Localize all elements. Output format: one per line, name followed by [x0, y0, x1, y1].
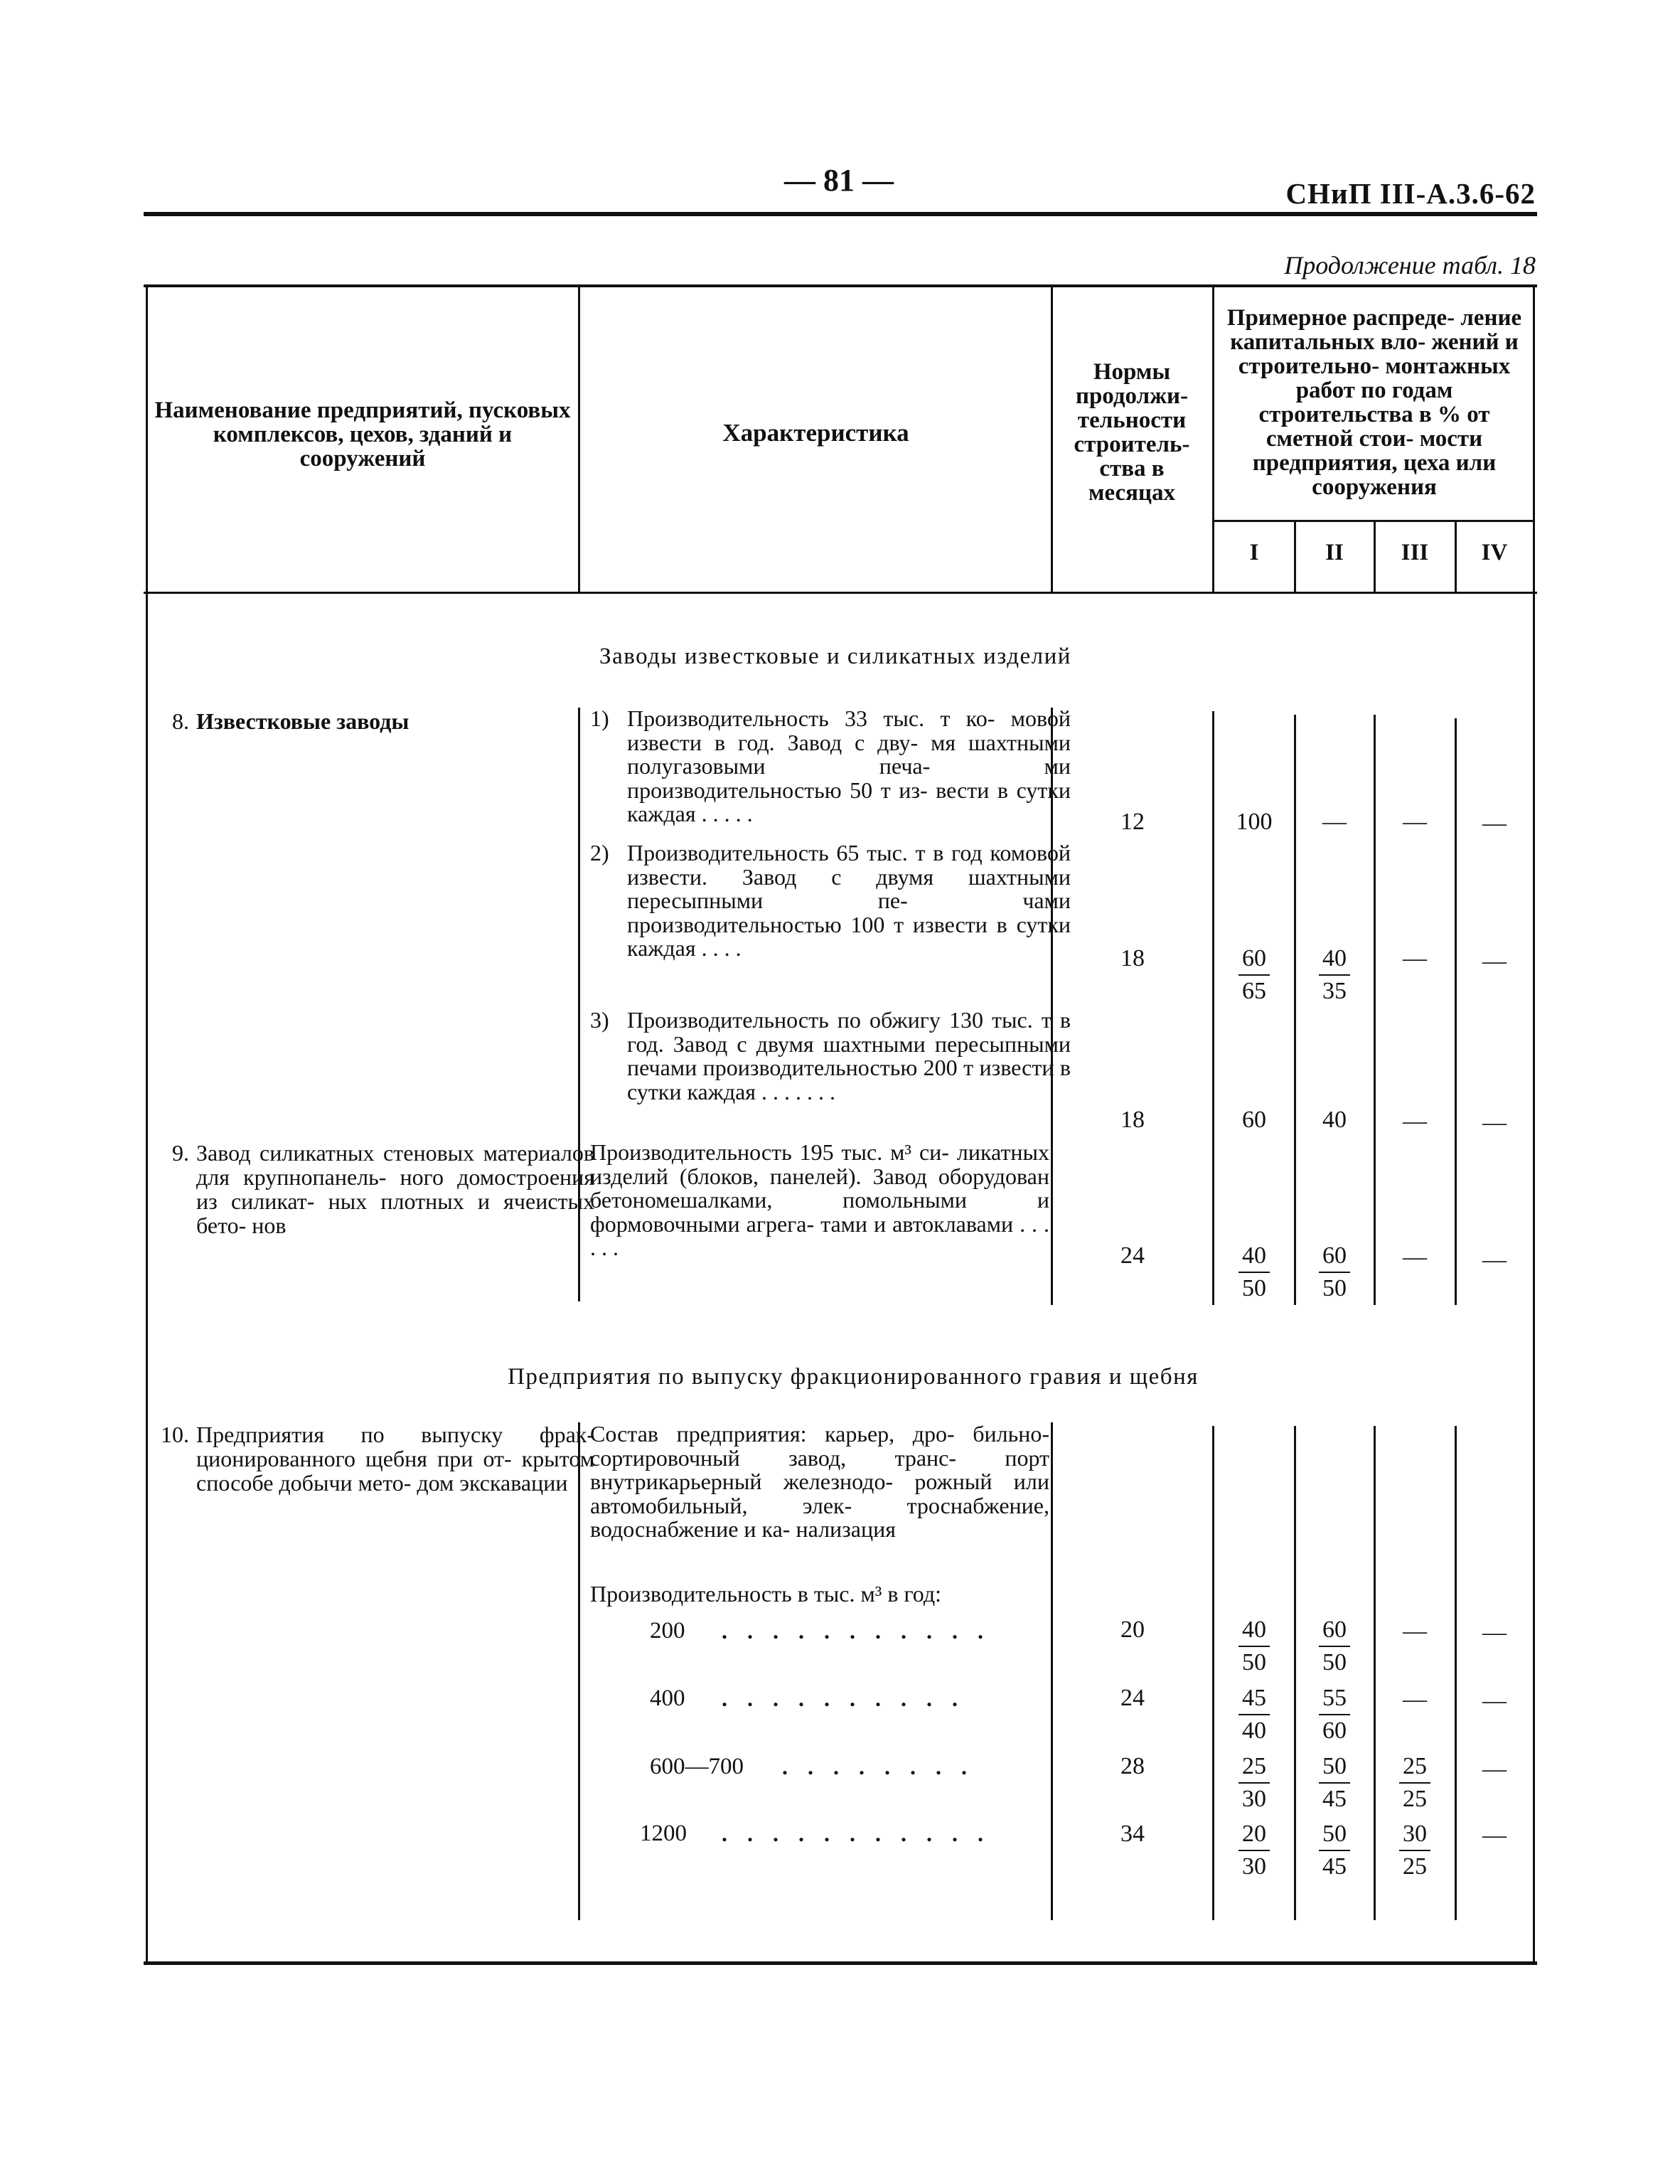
numerator: 50	[1319, 1751, 1350, 1784]
year-3-fraction	[1379, 1751, 1450, 1815]
denominator: 50	[1242, 1275, 1266, 1301]
numerator: 30	[1399, 1818, 1430, 1851]
row-number: 1)	[590, 705, 609, 731]
numerator: 60	[1319, 1614, 1350, 1647]
numerator: 25	[1238, 1751, 1270, 1784]
numerator: 20	[1238, 1818, 1270, 1851]
numerator: 25	[1399, 1751, 1430, 1784]
column-header-characteristic: Характеристика	[722, 419, 909, 447]
year-4-value: —	[1482, 1247, 1507, 1273]
year-4-value: —	[1482, 1756, 1507, 1782]
dot-leader: . . . . . . . . . .	[722, 1685, 965, 1711]
numerator: 45	[1238, 1683, 1270, 1715]
year-1-value: 60	[1242, 1107, 1266, 1133]
header-rule	[144, 212, 1537, 216]
item-number: 9.	[172, 1140, 189, 1166]
year-1-value: 100	[1236, 809, 1273, 835]
column-header-year-4: IV	[1481, 540, 1508, 565]
numerator: 50	[1319, 1818, 1350, 1851]
year-4-value: —	[1482, 810, 1507, 836]
column-header-year-3: III	[1401, 540, 1429, 565]
year-3-value: —	[1403, 1244, 1427, 1270]
item-name: Завод силикатных стеновых материалов для крупнопанель- ного домостроения из силикат- ных плотных и ячеистых бето- нов	[196, 1140, 594, 1238]
year-2-value: 40	[1322, 1107, 1347, 1133]
denominator: 65	[1242, 978, 1266, 1004]
year-1-fraction	[1219, 1751, 1290, 1815]
column-header-year-2: II	[1325, 540, 1344, 565]
column-header-norms: Нормы продолжи- тельности строитель- ства в месяцах	[1074, 359, 1190, 506]
denominator: 50	[1322, 1275, 1347, 1301]
year-4-value: —	[1482, 948, 1507, 974]
year-2-fraction	[1299, 943, 1370, 1007]
year-2-value: —	[1322, 809, 1347, 835]
section-title-gravel-plants: Предприятия по выпуску фракционированного гравия и щебня	[508, 1364, 1199, 1390]
row-text: Состав предприятия: карьер, дро- бильно-сортировочный завод, транс- порт внутрикарьерный железнодо- рожный или автомобильный, элек- троснабжение, водоснабжение и ка- нализация	[590, 1421, 1049, 1542]
item-number: 8.	[172, 708, 189, 734]
item-name: Предприятия по выпуску фрак- ционированного щебня при от- крытом способе добычи мето- дом экскавации	[196, 1422, 594, 1496]
row-number: 3)	[590, 1007, 609, 1033]
year-4-value: —	[1482, 1688, 1507, 1714]
page-number: — 81 —	[784, 163, 894, 198]
section-title-lime-plants: Заводы известковые и силикатных изделий	[599, 644, 1071, 669]
denominator: 45	[1322, 1786, 1347, 1812]
item-name: Известковые заводы	[196, 708, 410, 734]
year-4-value: —	[1482, 1619, 1507, 1646]
year-1-fraction	[1219, 1240, 1290, 1304]
year-4-value: —	[1482, 1822, 1507, 1848]
row-text: Производительность 195 тыс. м³ си- ликатных изделий (блоков, панелей). Завод оборудован бетономешалками, помольными и формовочными агрега- тами и автоклавами . . . . . .	[590, 1139, 1049, 1260]
year-3-value: —	[1403, 1618, 1427, 1644]
year-4-value: —	[1482, 1109, 1507, 1136]
year-3-value: —	[1403, 1686, 1427, 1712]
year-1-fraction	[1219, 1614, 1290, 1678]
denominator: 35	[1322, 978, 1347, 1004]
row-text: Производительность 33 тыс. т ко- мовой извести в год. Завод с дву- мя шахтными полугазовыми печа- ми производительностью 50 т из- вести в сутки каждая . . . . .	[627, 705, 1071, 826]
denominator: 45	[1322, 1853, 1347, 1880]
norm-value: 24	[1120, 1242, 1145, 1269]
dot-leader: . . . . . . . . . . .	[722, 1821, 990, 1846]
year-2-fraction	[1299, 1614, 1370, 1678]
column-header-distribution: Примерное распреде- ление капитальных вло- жений и строительно- монтажных работ по годам строительства в % от сметной стои- мости предприятия, цеха или сооружения	[1226, 305, 1522, 500]
year-2-fraction	[1299, 1818, 1370, 1882]
year-1-fraction	[1219, 1683, 1290, 1747]
year-3-fraction	[1379, 1818, 1450, 1882]
norm-value: 24	[1120, 1685, 1145, 1711]
year-3-value: —	[1403, 945, 1427, 971]
capacity-value: 600—700	[650, 1754, 744, 1779]
year-2-fraction	[1299, 1683, 1370, 1747]
column-header-name: Наименование предприятий, пусковых комплексов, цехов, зданий и сооружений	[154, 398, 571, 472]
year-2-fraction	[1299, 1240, 1370, 1304]
denominator: 50	[1322, 1649, 1347, 1676]
dot-leader: . . . . . . . .	[782, 1754, 974, 1779]
denominator: 50	[1242, 1649, 1266, 1676]
column-header-year-1: I	[1249, 540, 1259, 565]
year-1-fraction	[1219, 1818, 1290, 1882]
table-continuation-label: Продолжение табл. 18	[1284, 251, 1536, 279]
year-3-value: —	[1403, 809, 1427, 835]
year-2-fraction	[1299, 1751, 1370, 1815]
denominator: 60	[1322, 1717, 1347, 1744]
year-3-value: —	[1403, 1108, 1427, 1134]
denominator: 25	[1403, 1786, 1427, 1812]
row-text: Производительность по обжигу 130 тыс. т в год. Завод с двумя шахтными пересыпными печами производительностью 200 т извести в сутки каждая . . . . . . .	[627, 1007, 1071, 1104]
document-code: СНиП III-А.3.6-62	[1285, 177, 1536, 210]
numerator: 60	[1319, 1240, 1350, 1273]
year-1-fraction	[1219, 943, 1290, 1007]
norm-value: 28	[1120, 1753, 1145, 1779]
numerator: 60	[1238, 943, 1270, 976]
denominator: 25	[1403, 1853, 1427, 1880]
item-number: 10.	[161, 1422, 189, 1447]
norm-value: 18	[1120, 1107, 1145, 1133]
capacity-value: 1200	[640, 1821, 687, 1846]
norm-value: 20	[1120, 1616, 1145, 1643]
row-number: 2)	[590, 840, 609, 865]
denominator: 30	[1242, 1786, 1266, 1812]
norm-value: 34	[1120, 1821, 1145, 1847]
numerator: 55	[1319, 1683, 1350, 1715]
norm-value: 18	[1120, 945, 1145, 971]
denominator: 30	[1242, 1853, 1266, 1880]
dot-leader: . . . . . . . . . . .	[722, 1618, 990, 1644]
capacity-value: 200	[650, 1618, 685, 1644]
numerator: 40	[1319, 943, 1350, 976]
numerator: 40	[1238, 1614, 1270, 1647]
denominator: 40	[1242, 1717, 1266, 1744]
row-text: Производительность в тыс. м³ в год:	[590, 1581, 942, 1607]
row-text: Производительность 65 тыс. т в год комовой извести. Завод с двумя шахтными пересыпными пе- чами производительностью 100 т извести в сутки каждая . . . .	[627, 840, 1071, 961]
numerator: 40	[1238, 1240, 1270, 1273]
capacity-value: 400	[650, 1685, 685, 1711]
norm-value: 12	[1120, 809, 1145, 835]
